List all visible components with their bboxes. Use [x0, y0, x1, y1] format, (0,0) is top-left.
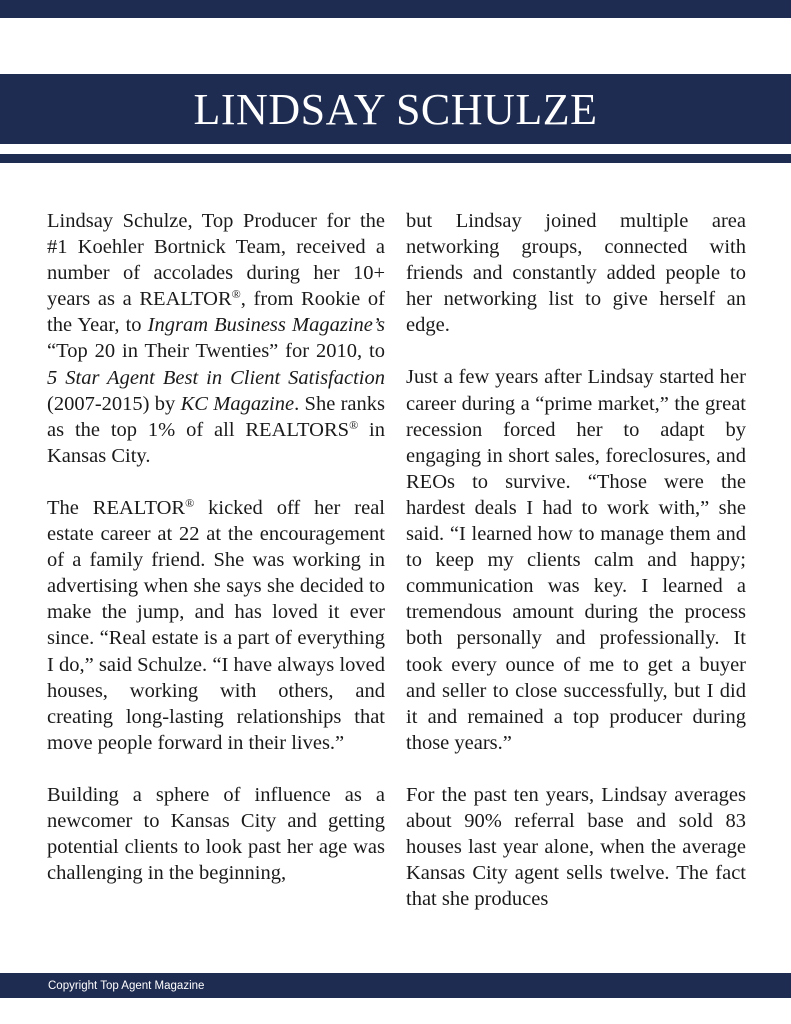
publication-kc-magazine: KC Magazine [180, 392, 295, 415]
paragraph-recession: Just a few years after Lindsay started her career during a “prime market,” the great recession forced her to adapt by engaging in short sales, foreclosures, and REOs to survive. “Those were the hardest deals I had to work with,” she said. “I learned how to manage them and to keep my clients calm and happy; communication was key. I learned a tremendous amount during the process both personally and professionally. It took every ounce of me to get a buyer and seller to close successfully, but I did it and remained a top producer during those years.” [406, 366, 746, 754]
paragraph-networking: but Lindsay joined multiple area networking groups, connected with friends and constantly added people to her networking list to give herself an edge. [406, 210, 746, 337]
publication-ingram: Ingram Business Magazine’s [147, 314, 386, 337]
title-underline-band [0, 154, 791, 163]
top-navy-band [0, 0, 791, 18]
paragraph-career-start: The REALTOR® kicked off her real estate career at 22 at the encouragement of a family friend. She was working in advertising when she says she decided to make the jump, and has loved it ever since. “Real estate is a part of everything I do,” said Schulze. “I have always loved houses, working with others, and creating long-lasting relationships that move people forward in their lives.” [47, 495, 385, 754]
article-column-left [47, 208, 385, 912]
paragraph-sphere-of-influence: Building a sphere of influence as a newcomer to Kansas City and getting potential clients to look past her age was challenging in the beginning, [47, 783, 385, 885]
paragraph-referrals: For the past ten years, Lindsay averages about 90% referral base and sold 83 houses last year alone, when the average Kansas City agent sells twelve. The fact that she produces [406, 783, 746, 911]
copyright-text: Copyright Top Agent Magazine [48, 979, 205, 992]
award-five-star: 5 Star Agent Best in Client Satisfaction [47, 366, 385, 389]
page-title: LINDSAY SCHULZE [193, 84, 598, 134]
paragraph-accolades: Lindsay Schulze, Top Producer for the #1 Koehler Bortnick Team, received a number of accolades during her 10+ years as a REALTOR®, from Rookie of the Year, to Ingram Business Magazine’s “Top 20 in Their Twenties” for 2010, to 5 Star Agent Best in Client Satisfaction (2007-2015) by KC Magazine. She ranks as the top 1% of all REALTORS® in Kansas City. [47, 210, 386, 467]
article-column-right [406, 208, 746, 938]
